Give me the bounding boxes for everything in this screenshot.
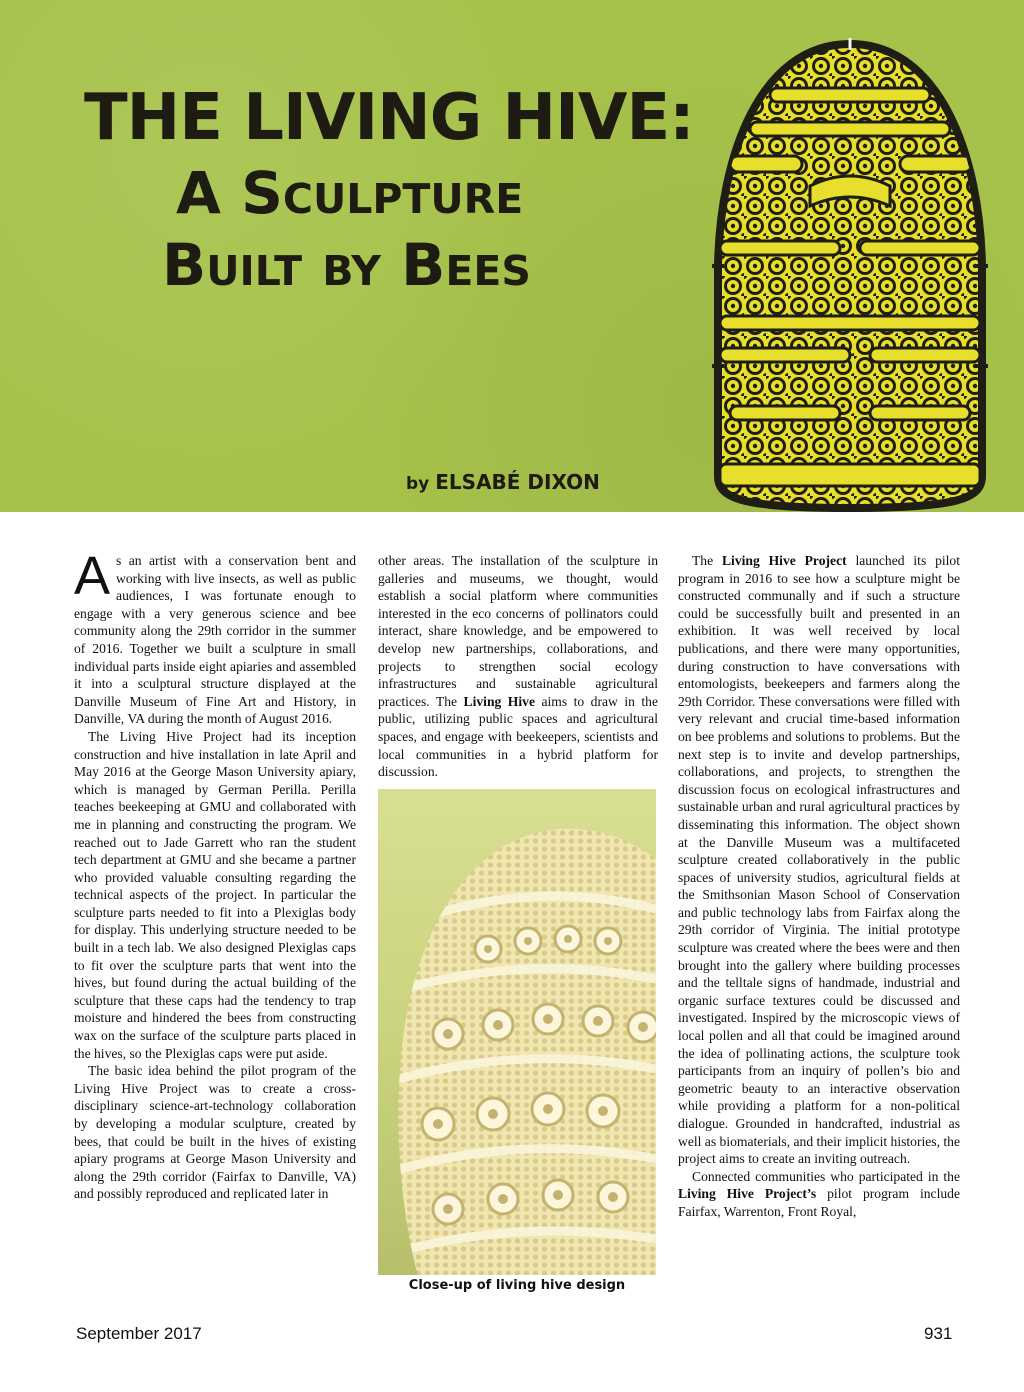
article-column-2 <box>378 552 658 781</box>
title-line-2: A Sculpture <box>176 159 524 227</box>
hive-photo-art <box>378 789 656 1275</box>
paragraph-text: pilot program include Fairfax, Warrenton, Front Royal, <box>678 1186 960 1219</box>
byline <box>406 470 600 494</box>
paragraph <box>678 552 960 1168</box>
footer-date: September 2017 <box>76 1324 202 1343</box>
drop-cap: A <box>74 546 111 606</box>
header-banner <box>0 0 1024 512</box>
hive-illustration <box>700 36 1000 512</box>
project-name: Living Hive Project’s <box>678 1186 817 1202</box>
project-name: Living Hive <box>463 693 535 709</box>
paragraph <box>378 552 658 781</box>
page-number: 931 <box>924 1324 953 1343</box>
paragraph: The Living Hive Project had its inception construction and hive installation in late April and May 2016 at the George Mason University apiary, which is managed by German Perilla. Perilla teaches beekeeping at GMU and collaborated with me in planning and constructing the program. We reached out to Jade Garrett who ran the student tech department at GMU and she became a partner who provided valuable consulting regarding the technical aspects of the project. In particular the sculpture parts needed to fit into a Plexiglas body for display. This underlying structure needed to be built in a tech lab. We also designed Plexiglas caps to fit over the sculpture parts that went into the hives, but found during the actual building of the sculpture that these caps had the tendency to trap moisture and hindered the bees from constructing wax on the surface of the sculpture parts placed in the hives, so the Plexiglas caps were put aside. <box>74 728 356 1061</box>
hive-closeup-photo <box>378 789 656 1275</box>
paragraph-text: Connected communities who participated in the <box>692 1168 960 1184</box>
paragraph-text: other areas. The installation of the sculpture in galleries and museums, we thought, would establish a social platform where communities interested in the eco concerns of pollinators could interact, share knowledge, and be empowered to develop new partnerships, collaborations, and projects to strengthen social ecology infrastructures and sustainable agricultural practices. The <box>378 553 658 709</box>
paragraph: The basic idea behind the pilot program of the Living Hive Project was to create a cross-disciplinary science-art-technology collaboration by developing a modular sculpture, created by bees, that could be built in the hives of existing apiary programs at George Mason University and along the 29th corridor (Fairfax to Danville, VA) and possibly reproduced and replicated later in <box>74 1063 356 1202</box>
byline-author: ELSABÉ DIXON <box>435 470 600 494</box>
photo-caption: Close-up of living hive design <box>408 1278 626 1293</box>
article-title <box>84 81 694 299</box>
article-column-1 <box>74 546 356 1203</box>
project-name: Living Hive Project <box>721 553 847 568</box>
title-line-1: THE LIVING HIVE: <box>84 81 694 155</box>
byline-prefix: by <box>406 474 430 494</box>
title-line-3: Built by Bees <box>162 231 531 299</box>
paragraph <box>74 546 356 728</box>
paragraph-text: s an artist with a conservation bent and working with live insects, as well as public audiences, I was fortunate enough to engage with a very generous science and bee community along the 29th corridor in the summer of 2016. Together we built a sculpture in small individual parts inside eight apiaries and assembled it into a sculptural structure displayed at the Danville Museum of Fine Art and History, in Danville, VA during the month of August 2016. <box>74 553 356 727</box>
paragraph-text: The <box>692 553 722 568</box>
article-column-3 <box>678 552 960 1221</box>
paragraph <box>678 1168 960 1221</box>
paragraph-text: aims to draw in the public, utilizing public spaces and agricultural spaces, and engage with beekeepers, scientists and local communities in a hybrid platform for discussion. <box>378 693 658 780</box>
paragraph-text: launched its pilot program in 2016 to see how a sculpture might be constructed communally and if such a structure could be successfully built and presented in an exhibition. It was well received by local publications, and there were many opportunities, during construction to have conversations with entomologists, beekeepers and farmers along the 29th Corridor. These conversations were filled with very relevant and crucial time-based information on bee problems and solutions to problems. But the next step is to invite and develop partnerships, collaborations, and projects, to strengthen the discussion focus on ecological infrastructures and sustainable urban and rural agricultural practices by disseminating this information. The object shown at the Danville Museum was a multifaceted sculpture created collaboratively in the public spaces of university studios, agricultural fields at the Smithsonian Mason School of Conservation and public technology labs from Fairfax along the 29th corridor of Virginia. The initial prototype sculpture was created where the bees were and then brought into the gallery where building processes and the telltale signs of handmade, industrial and organic surface textures could be discussed and investigated. Inspired by the microscopic views of local pollen and all that could be imagined around the idea of pollinating actions, the sculpture took participants from an inquiry of pollen’s bio and geometric beauty to an interactive observation while providing a platform for a non-political dialogue. Grounded in handcrafted, industrial as well as biomaterials, and their implicit histories, the project aims to create an inviting outreach. <box>678 553 961 1167</box>
